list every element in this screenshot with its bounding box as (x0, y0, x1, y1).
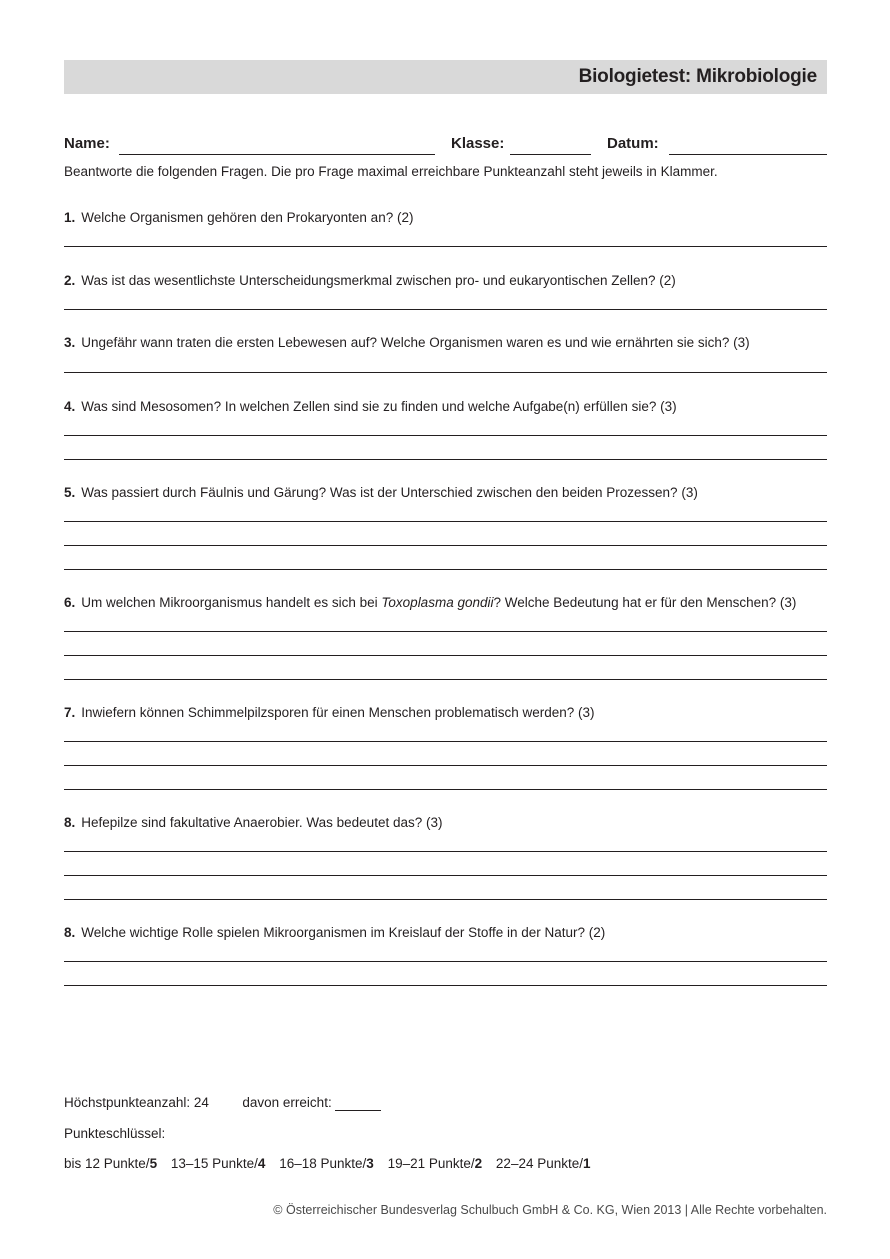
question-number: 2. (64, 273, 76, 288)
question-text (64, 208, 827, 228)
date-field[interactable] (669, 154, 827, 155)
question-9 (64, 923, 827, 943)
question-3 (64, 333, 827, 353)
question-6 (64, 593, 827, 613)
answer-line[interactable] (64, 631, 827, 632)
question-label: Ungefähr wann traten die ersten Lebewesen auf? Welche Organismen waren es und wie ernährten sie sich? (3) (81, 335, 750, 350)
answer-line[interactable] (64, 372, 827, 373)
grading-key (64, 1156, 601, 1171)
question-label-cont: ? Welche Bedeutung hat er für den Menschen? (3) (493, 595, 797, 610)
question-text (64, 593, 827, 613)
question-number: 8. (64, 925, 76, 940)
question-number: 8. (64, 815, 76, 830)
class-field[interactable] (510, 154, 591, 155)
score-summary (64, 1095, 381, 1111)
question-text (64, 813, 827, 833)
question-number: 3. (64, 335, 76, 350)
question-label: Welche wichtige Rolle spielen Mikroorganismen im Kreislauf der Stoffe in der Natur? (2) (81, 925, 606, 940)
question-number: 7. (64, 705, 76, 720)
name-label: Name: (64, 135, 110, 152)
student-info-row (64, 135, 827, 159)
achieved-label: davon erreicht: (242, 1095, 332, 1110)
grade-range: 13–15 Punkte/4 (170, 1156, 266, 1171)
question-label: Was passiert durch Fäulnis und Gärung? Was ist der Unterschied zwischen den beiden Prozessen? (3) (81, 485, 698, 500)
question-number: 1. (64, 210, 76, 225)
answer-line[interactable] (64, 875, 827, 876)
question-number: 4. (64, 399, 76, 414)
question-8 (64, 813, 827, 833)
header-bar (64, 60, 827, 94)
grade-range: 19–21 Punkte/2 (387, 1156, 483, 1171)
max-points: Höchstpunkteanzahl: 24 (64, 1095, 209, 1110)
question-text (64, 397, 827, 417)
question-label: Inwiefern können Schimmelpilzsporen für einen Menschen problematisch werden? (3) (81, 705, 595, 720)
answer-line[interactable] (64, 789, 827, 790)
grading-key-label: Punkteschlüssel: (64, 1126, 166, 1141)
answer-line[interactable] (64, 765, 827, 766)
answer-line[interactable] (64, 851, 827, 852)
answer-line[interactable] (64, 246, 827, 247)
question-5 (64, 483, 827, 503)
answer-line[interactable] (64, 521, 827, 522)
grade-range: 16–18 Punkte/3 (279, 1156, 374, 1171)
answer-line[interactable] (64, 545, 827, 546)
date-label: Datum: (607, 135, 659, 152)
question-label: Was sind Mesosomen? In welchen Zellen sind sie zu finden und welche Aufgabe(n) erfüllen sie? (3) (81, 399, 677, 414)
question-text (64, 333, 827, 353)
question-number: 5. (64, 485, 76, 500)
answer-line[interactable] (64, 899, 827, 900)
question-number: 6. (64, 595, 76, 610)
question-7 (64, 703, 827, 723)
achieved-field[interactable] (335, 1095, 381, 1111)
answer-line[interactable] (64, 569, 827, 570)
question-text (64, 923, 827, 943)
question-label: Um welchen Mikroorganismus handelt es sich bei (81, 595, 382, 610)
question-text (64, 703, 827, 723)
instructions: Beantworte die folgenden Fragen. Die pro Frage maximal erreichbare Punkteanzahl steht jeweils in Klammer. (64, 164, 718, 179)
answer-line[interactable] (64, 309, 827, 310)
answer-line[interactable] (64, 435, 827, 436)
question-label: Hefepilze sind fakultative Anaerobier. Was bedeutet das? (3) (81, 815, 443, 830)
answer-line[interactable] (64, 459, 827, 460)
answer-line[interactable] (64, 655, 827, 656)
answer-line[interactable] (64, 961, 827, 962)
answer-line[interactable] (64, 985, 827, 986)
answer-line[interactable] (64, 679, 827, 680)
question-2 (64, 271, 827, 291)
class-label: Klasse: (451, 135, 505, 152)
question-4 (64, 397, 827, 417)
question-text (64, 483, 827, 503)
name-field[interactable] (119, 154, 435, 155)
question-1 (64, 208, 827, 228)
answer-line[interactable] (64, 741, 827, 742)
question-label: Was ist das wesentlichste Unterscheidungsmerkmal zwischen pro- und eukaryontischen Zellen? (2) (81, 273, 676, 288)
grade-range: 22–24 Punkte/1 (495, 1156, 591, 1171)
copyright-footer: © Österreichischer Bundesverlag Schulbuch GmbH & Co. KG, Wien 2013 | Alle Rechte vorbehalten. (273, 1203, 827, 1217)
species-name: Toxoplasma gondii (381, 595, 494, 610)
question-text (64, 271, 827, 291)
grade-range: bis 12 Punkte/5 (64, 1156, 158, 1171)
question-label: Welche Organismen gehören den Prokaryonten an? (2) (81, 210, 414, 225)
page-title: Biologietest: Mikrobiologie (578, 66, 817, 87)
